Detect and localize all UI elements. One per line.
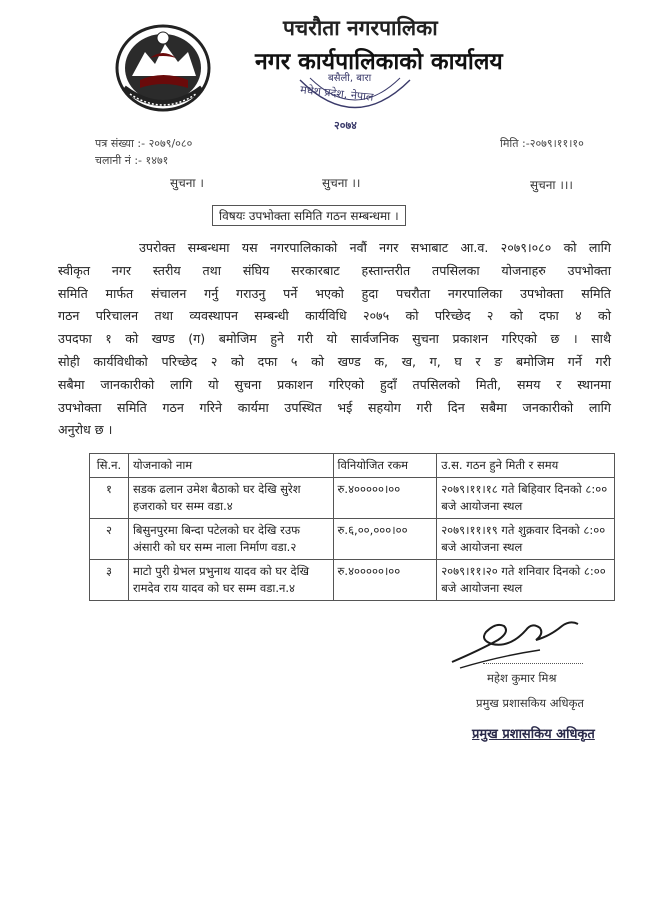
row-schedule: २०७९।११।१८ गते बिहिवार दिनको ८:०० बजे आयोजना स्थल (437, 478, 615, 519)
nepal-emblem-logo (110, 18, 216, 114)
body-line: अनुरोध छ । (58, 422, 113, 438)
plans-table (89, 453, 615, 601)
header-schedule: उ.स. गठन हुने मिती र समय (437, 454, 615, 478)
notice-body (58, 237, 611, 442)
body-line: गठन परिचालन तथा व्यवस्थापन सम्बन्धी कार्यविधि २०७५ को परिच्छेद २ को दफा ४ को (58, 308, 611, 324)
table-header-row (90, 454, 615, 478)
body-line: उपरोक्त सम्बन्धमा यस नगरपालिकाको नवौं नगर सभाबाट आ.व. २०७९।०८० को लागि (139, 240, 611, 255)
signature-line (483, 663, 583, 664)
row-schedule: २०७९।११।२० गते शनिवार दिनको ८:०० बजे आयोजना स्थल (437, 560, 615, 601)
body-line: समिति मार्फत संचालन गर्नु गराउनु पर्ने भएको हुदा पचरौता नगरपालिका उपभोक्ता समिति (58, 285, 611, 301)
row-sn: ३ (90, 560, 129, 601)
row-amount: रु.४०००००।०० (333, 478, 437, 519)
stamp-year: २०७४ (334, 119, 357, 132)
body-line: उपदफा १ को खण्ड (ग) बमोजिम हुने गरी यो सार्वजनिक सुचना प्रकाशन गरिएको छ । साथै (58, 331, 611, 347)
table-row (90, 478, 615, 519)
notice-heading-3: सुचना ।।। (530, 178, 573, 192)
row-plan-name: सडक ढलान उमेश बैठाको घर देखि सुरेश हजराको घर सम्म वडा.४ (128, 478, 333, 519)
table-row (90, 560, 615, 601)
row-plan-name: बिसुनपुरमा बिन्दा पटेलको घर देखि रउफ अंसारी को घर सम्म नाला निर्माण वडा.२ (128, 519, 333, 560)
header-plan-name: योजनाको नाम (128, 454, 333, 478)
stamp-address-line2: मधेश प्रदेश, नेपाल (299, 83, 375, 104)
handwritten-signature (440, 610, 590, 670)
header-sn: सि.न. (90, 454, 129, 478)
row-amount: रु.४०००००।०० (333, 560, 437, 601)
row-amount: रु.६,००,०००।०० (333, 519, 437, 560)
signatory-title: प्रमुख प्रशासकिय अधिकृत (476, 696, 584, 710)
header-amount: विनियोजित रकम (333, 454, 437, 478)
stamp-address-line1: बसैली, बारा (328, 73, 372, 84)
row-sn: २ (90, 519, 129, 560)
body-line: स्वीकृत नगर स्तरीय तथा संघिय सरकारबाट हस्तान्तरीत तपसिलका योजनाहरु उपभोक्ता (58, 262, 611, 278)
body-line: उपभोक्ता समिति गठन गरिने कार्यमा उपस्थित भई सहयोग गरी दिन सबैमा जनकारीको लागि (58, 399, 611, 415)
notice-heading-2: सुचना ।। (322, 176, 361, 190)
letter-number: पत्र संख्या :- २०७९/०८० (95, 137, 193, 150)
table-row (90, 519, 615, 560)
body-line: सोही कार्यविधीको परिच्छेद २ को दफा ५ को खण्ड क, ख, ग, घ र ङ बमोजिम गर्ने गरी (58, 353, 611, 369)
org-name-line2: नगर कार्यपालिकाको कार्यालय (255, 49, 503, 75)
title-stamp: प्रमुख प्रशासकिय अधिकृत (472, 727, 595, 742)
org-name-line1: पचरौता नगरपालिका (283, 16, 438, 40)
body-line: सबैमा जानकारीको लागि यो सुचना प्रकाशन गरिएको हुदाँ तपसिलको मिती, समय र स्थानमा (58, 376, 611, 392)
subject-line: विषयः उपभोक्ता समिति गठन सम्बन्धमा । (212, 205, 406, 226)
row-sn: १ (90, 478, 129, 519)
letter-date: मिति :-२०७९।११।१० (500, 137, 584, 150)
signatory-name: महेश कुमार मिश्र (487, 671, 557, 685)
row-schedule: २०७९।११।१९ गते शुक्रवार दिनको ८:०० बजे आयोजना स्थल (437, 519, 615, 560)
dispatch-number: चलानी नं :- १४७१ (95, 154, 169, 167)
notice-heading-1: सुचना । (170, 176, 204, 190)
row-plan-name: माटो पुरी ग्रेभल प्रभुनाथ यादव को घर देखि रामदेव राय यादव को घर सम्म वडा.न.४ (128, 560, 333, 601)
